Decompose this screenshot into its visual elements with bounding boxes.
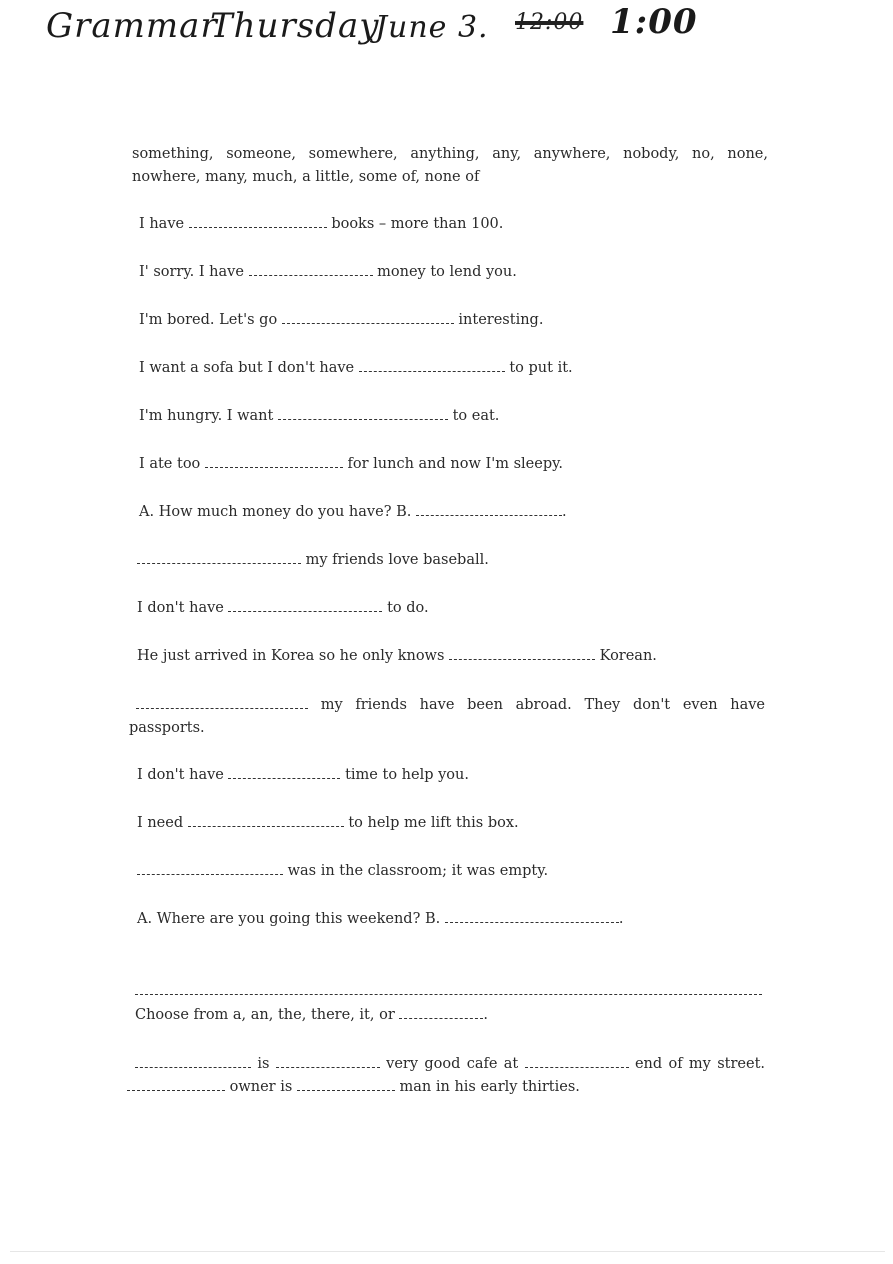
question-7 [139,503,567,520]
question-text-after: to help me lift this box. [348,815,519,831]
answer-blank[interactable] [276,1055,380,1068]
question-text-before: I don't have [137,600,224,616]
question-text-after: interesting. [458,312,544,328]
question-text-after: my friends love baseball. [305,552,489,568]
answer-blank[interactable] [399,1006,483,1019]
question-text-before: I want a sofa but I don't have [139,360,355,376]
answer-blank[interactable] [205,455,343,468]
crossed-out-time: 12:00 [515,10,584,35]
question-text-before: I ate too [139,456,201,472]
answer-blank[interactable] [249,263,373,276]
answer-blank[interactable] [188,814,344,827]
handwritten-time: 1:00 [610,2,698,42]
question-2 [139,263,517,280]
question-text-before: I' sorry. I have [139,264,244,280]
question-text-after: time to help you. [345,767,469,783]
answer-blank[interactable] [136,696,308,709]
answer-blank[interactable] [282,311,454,324]
cloze-text: end of my [634,1056,711,1072]
handwritten-title: Grammar [46,6,218,46]
question-4 [139,359,573,376]
cloze-text: street. [717,1056,766,1072]
question-8 [137,551,489,568]
question-10 [137,647,657,664]
question-text-after: was in the classroom; it was empty. [287,863,549,879]
question-text-after: books – more than 100. [331,216,504,232]
word-bank: something, someone, somewhere, anything, any, anywhere, nobody, no, none, nowhere, many, much, a little, some of, none of [132,146,768,185]
answer-blank[interactable] [189,215,327,228]
question-text-before: He just arrived in Korea so he only knows [137,648,445,664]
question-text-after: to eat. [452,408,500,424]
cloze-text: man in his early thirties. [399,1079,580,1095]
answer-blank[interactable] [228,766,340,779]
answer-blank[interactable] [359,359,505,372]
question-text-before: I'm hungry. I want [139,408,274,424]
question-text-after: to put it. [509,360,573,376]
question-text-before: I have [139,216,185,232]
answer-blank[interactable] [137,862,283,875]
question-text-after: Korean. [599,648,657,664]
question-3 [139,311,543,328]
question-6 [139,455,563,472]
handwritten-date: June 3. [375,10,489,45]
handwritten-day: Thursday [210,6,380,46]
question-text-after: . [561,504,567,520]
question-text-after: my friends have been abroad. They don't even have passports. [129,697,766,736]
question-5 [139,407,499,424]
question-text-before: A. How much money do you have? B. [139,504,412,520]
section-divider [135,994,762,995]
question-text-before: A. Where are you going this weekend? B. [137,911,441,927]
question-14 [137,862,548,879]
answer-blank[interactable] [445,910,619,923]
question-13 [137,814,519,831]
cloze-text: is [257,1056,270,1072]
answer-blank[interactable] [228,599,382,612]
instruction-text: Choose from a, an, the, there, it, or [135,1007,395,1023]
question-text-before: I don't have [137,767,224,783]
question-1 [139,215,503,232]
section2-instruction [135,1006,488,1023]
instruction-text-end: . [483,1007,488,1023]
question-text-after: for lunch and now I'm sleepy. [347,456,563,472]
cloze-text: very good cafe at [386,1056,519,1072]
question-15 [137,910,623,927]
cloze-paragraph [127,1053,765,1099]
answer-blank[interactable] [416,503,562,516]
question-12 [137,766,469,783]
answer-blank[interactable] [135,1055,251,1068]
question-11 [129,694,765,740]
question-text-before: I need [137,815,184,831]
answer-blank[interactable] [127,1078,225,1091]
question-text-after: money to lend you. [377,264,517,280]
answer-blank[interactable] [278,407,448,420]
answer-blank[interactable] [525,1055,629,1068]
answer-blank[interactable] [449,647,595,660]
question-text-before: I'm bored. Let's go [139,312,278,328]
question-text-after: to do. [387,600,429,616]
question-text-after: . [618,911,624,927]
answer-blank[interactable] [137,551,301,564]
page-bottom-edge [10,1251,885,1252]
question-9 [137,599,429,616]
answer-blank[interactable] [297,1078,395,1091]
cloze-text: owner is [229,1079,293,1095]
